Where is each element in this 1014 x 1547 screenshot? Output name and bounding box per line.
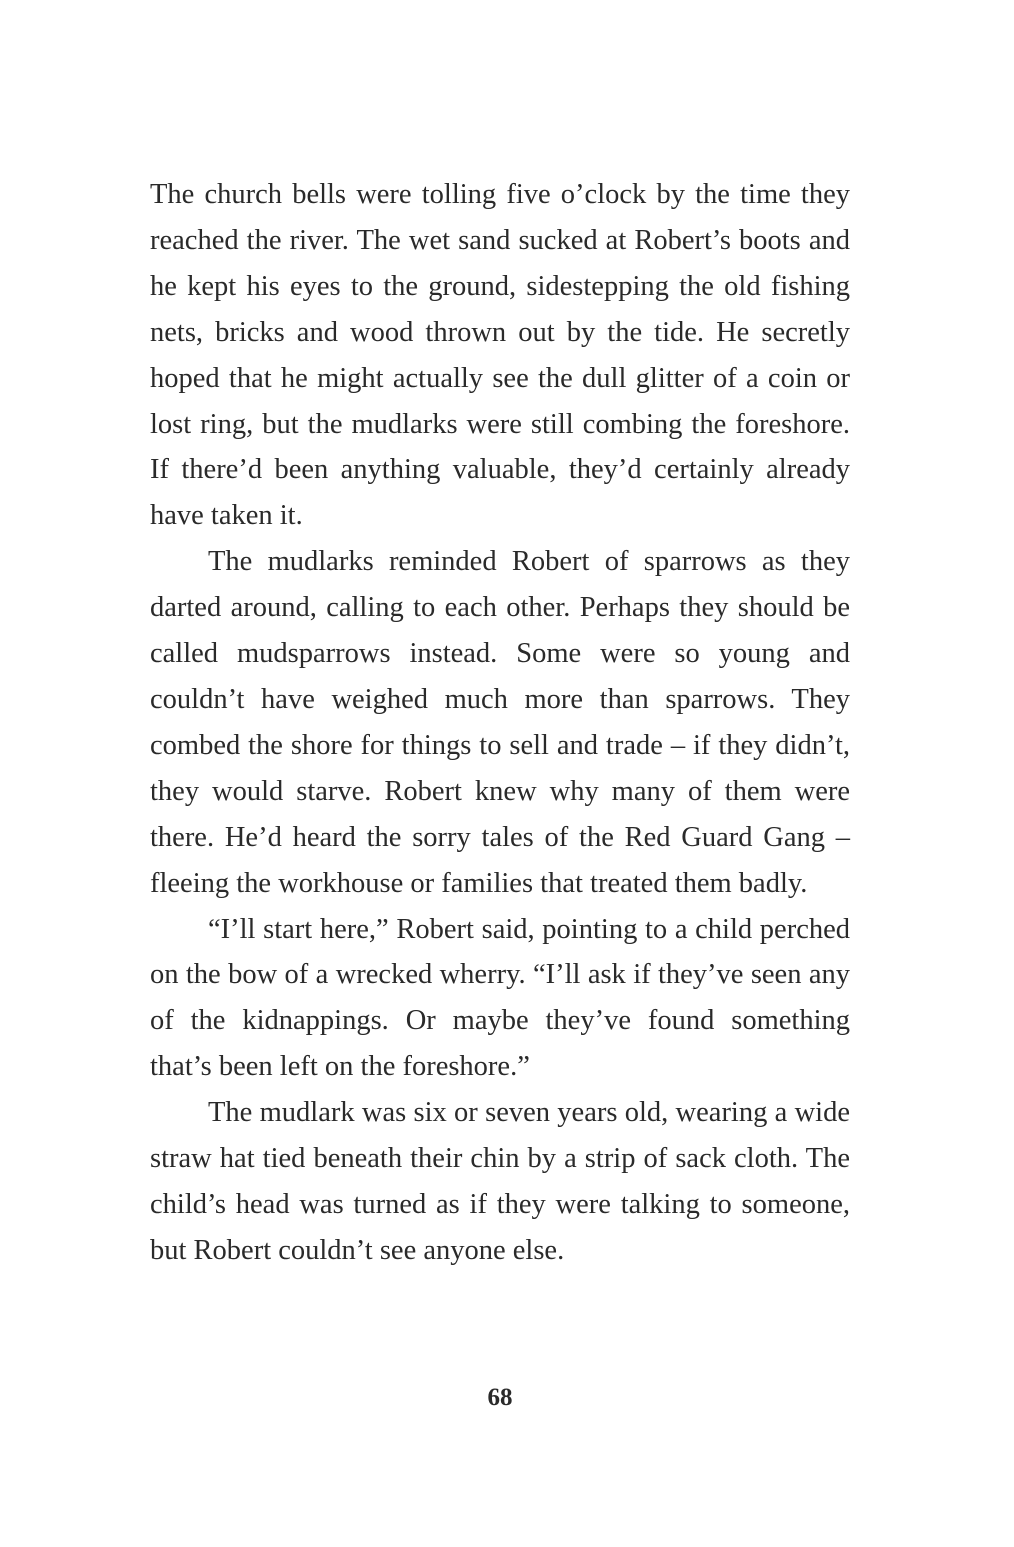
body-text — [150, 172, 850, 1274]
paragraph-1: The church bells were tolling five o’clock by the time they reached the river. The wet sand sucked at Robert’s boots and he kept his eyes to the ground, sidestepping the old fishing nets, bricks and wood thrown out by the tide. He secretly hoped that he might actually see the dull glitter of a coin or lost ring, but the mudlarks were still combing the foreshore. If there’d been anything valuable, they’d certainly already have taken it. — [150, 179, 850, 532]
paragraph-4: The mudlark was six or seven years old, wearing a wide straw hat tied beneath their chin by a strip of sack cloth. The child’s head was turned as if they were talking to someone, but Robert couldn’t see anyone else. — [150, 1097, 850, 1266]
paragraph-3: “I’ll start here,” Robert said, pointing to a child perched on the bow of a wrecked wherry. “I’ll ask if they’ve seen any of the kidnappings. Or maybe they’ve found something that’s been left on the foreshore.” — [150, 913, 850, 1083]
page-number: 68 — [487, 1384, 513, 1411]
paragraph-2: The mudlarks reminded Robert of sparrows as they darted around, calling to each other. Perhaps they should be called mudsparrows instead. Some were so young and couldn’t have weighed much more than sparrows. They combed the shore for things to sell and trade – if they didn’t, they would starve. Robert knew why many of them were there. He’d heard the sorry tales of the Red Guard Gang – fleeing the workhouse or families that treated them badly. — [150, 546, 850, 899]
